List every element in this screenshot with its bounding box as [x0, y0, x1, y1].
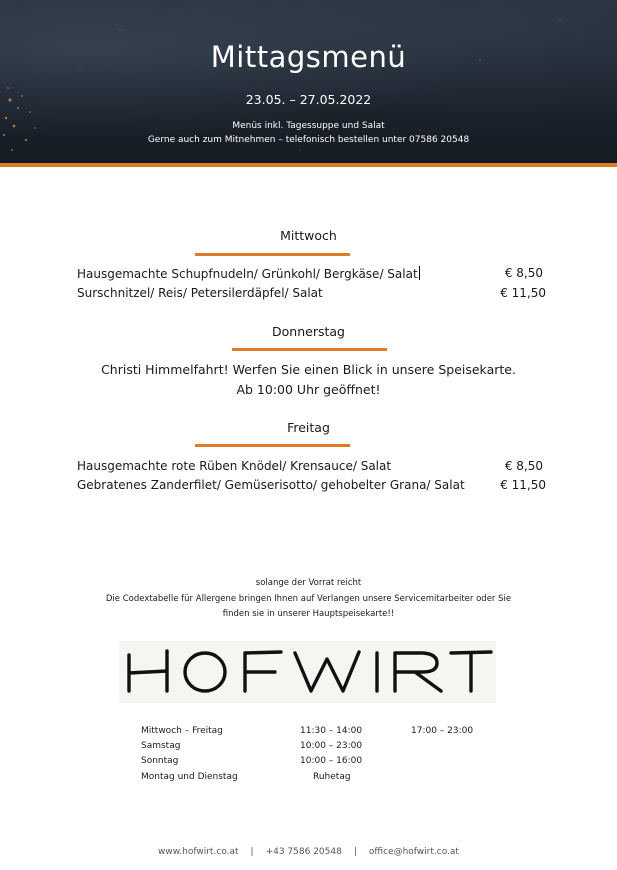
hours-days: Mittwoch – Freitag [141, 726, 223, 736]
hours-time: 10:00 – 23:00 [300, 741, 363, 751]
allergen-note-line2: finden sie in unserer Hauptspeisekarte!! [222, 609, 395, 619]
dish-item: Hausgemachte rote Rüben Knödel/ Krensauce/ Salat [77, 459, 392, 473]
stock-note: solange der Vorrat reicht [255, 578, 362, 588]
banner-stripe [0, 163, 617, 167]
day-divider [195, 444, 350, 447]
website-link[interactable]: www.hofwirt.co.at [158, 847, 239, 857]
footer-contact [0, 847, 617, 857]
dish-price: € 8,50 [504, 459, 543, 473]
day-divider [232, 348, 387, 351]
hours-time: 10:00 – 16:00 [300, 756, 363, 766]
email-link[interactable]: office@hofwirt.co.at [368, 847, 459, 857]
dish-item: Surschnitzel/ Reis/ Petersilerdäpfel/ Salat [77, 286, 323, 300]
dish-item: Gebratenes Zanderfilet/ Gemüserisotto/ gehobelter Grana/ Salat [77, 478, 465, 492]
menu-title: Mittagsmenü [210, 40, 407, 74]
dish-price: € 11,50 [500, 286, 546, 300]
dish-price: € 11,50 [500, 478, 546, 492]
dish-text: Hausgemachte Schupfnudeln/ Grünkohl/ Bergkäse/ Salat [77, 267, 418, 281]
hours-time: 11:30 – 14:00 [300, 726, 363, 736]
hours-days: Sonntag [141, 756, 179, 766]
phone-link[interactable]: +43 7586 20548 [265, 847, 342, 857]
hours-days: Montag und Dienstag [141, 772, 238, 782]
opening-note: Ab 10:00 Uhr geöffnet! [236, 382, 381, 397]
day-heading-mittwoch: Mittwoch [280, 228, 337, 243]
header-banner [0, 0, 617, 163]
dish-item [77, 266, 420, 281]
hofwirt-logo-image [119, 641, 496, 703]
day-heading-freitag: Freitag [287, 420, 330, 435]
hours-days: Samstag [141, 741, 181, 751]
hours-time: Ruhetag [313, 772, 351, 782]
menu-dates: 23.05. – 27.05.2022 [245, 92, 372, 107]
takeaway-note: Gerne auch zum Mitnehmen – telefonisch bestellen unter 07586 20548 [147, 135, 470, 145]
footer-separator: | [353, 847, 357, 857]
dish-price: € 8,50 [504, 266, 543, 280]
hofwirt-logo [119, 641, 496, 703]
day-heading-donnerstag: Donnerstag [272, 324, 345, 339]
holiday-note: Christi Himmelfahrt! Werfen Sie einen Blick in unsere Speisekarte. [101, 362, 516, 377]
day-divider [195, 253, 350, 256]
text-cursor [419, 266, 420, 280]
menu-included-note: Menüs inkl. Tagessuppe und Salat [232, 121, 385, 131]
allergen-note-line1: Die Codextabelle für Allergene bringen Ihnen auf Verlangen unsere Servicemitarbeiter oder Sie [105, 594, 512, 604]
footer-separator: | [250, 847, 254, 857]
hours-time-evening: 17:00 – 23:00 [411, 726, 474, 736]
